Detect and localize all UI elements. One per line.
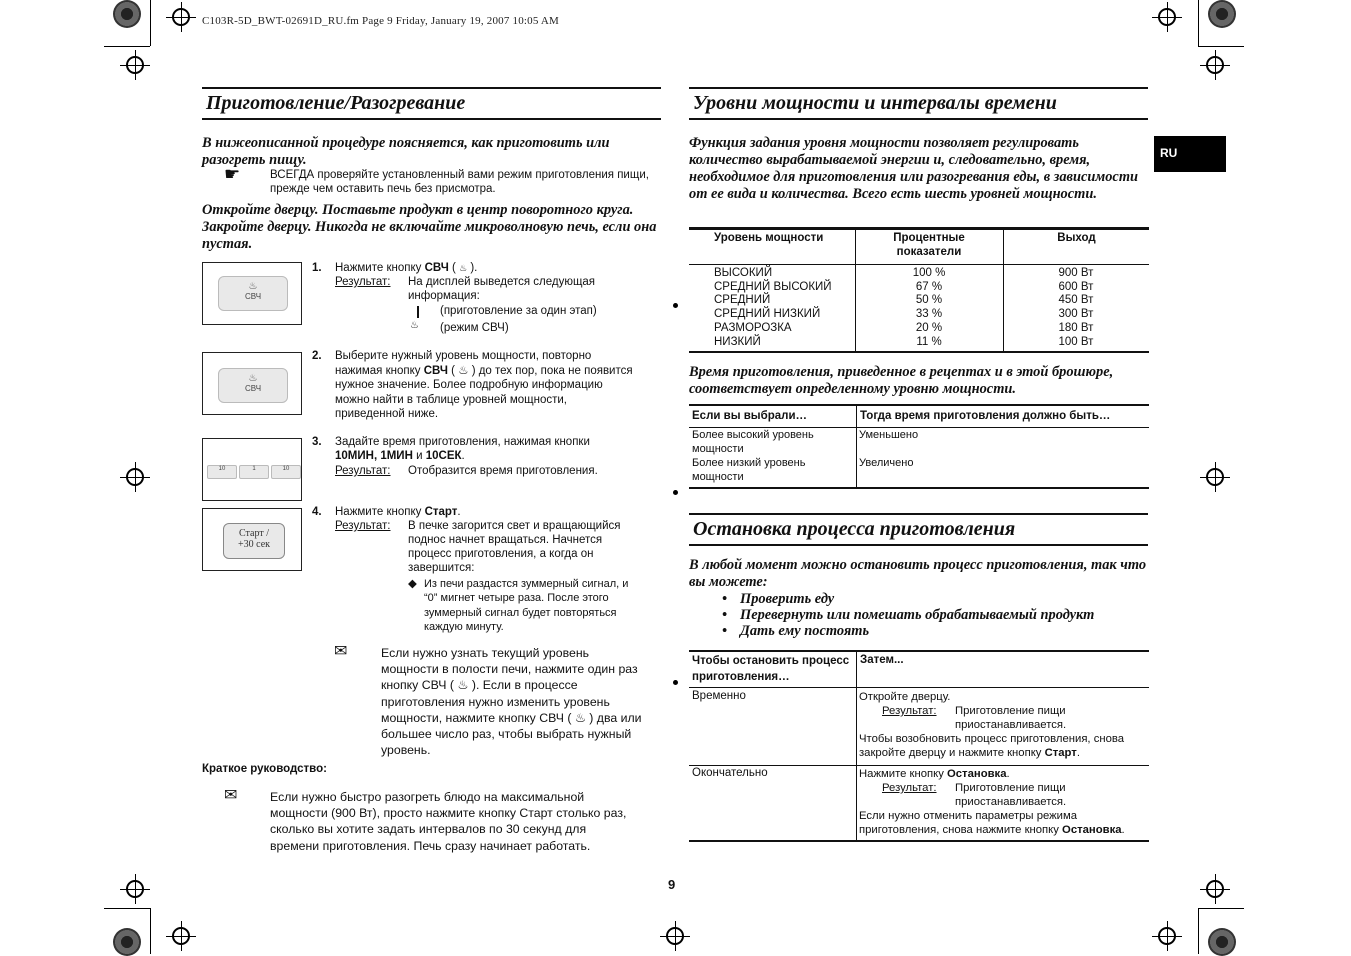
microwave-icon: ♨ (459, 263, 468, 273)
list-item: • Дать ему постоять (722, 623, 870, 639)
stop-bullets (722, 591, 1152, 639)
step3-result-label: Результат: (335, 465, 391, 477)
crop-mark-icon (1206, 468, 1224, 486)
intro-paragraph: В нижеописанной процедуре поясняется, как приготовить или разогреть пищу. (202, 135, 610, 168)
table-row: СРЕДНИЙ НИЗКИЙ 33 % 300 Вт (714, 308, 1094, 321)
power-table-header-level: Уровень мощности (714, 232, 824, 244)
key-1min-image: 1 (239, 465, 269, 479)
single-stage-icon (417, 306, 419, 318)
tip2-text: Если нужно быстро разогреть блюдо на максимальной мощности (900 Вт), просто нажмите кнопку Старт столько раз, сколько вы хотите задать интервалов по 30 секунд для времени приготовления. Печь сразу начинает работать. (270, 790, 627, 853)
stop-row-final-label: Окончательно (692, 767, 768, 779)
step4-result-label: Результат: (335, 520, 391, 532)
step1-sub1: (приготовление за один этап) (440, 305, 597, 317)
key-10min-image: 10 (207, 465, 237, 479)
section-title-cooking: Приготовление/Разогревание (202, 87, 661, 120)
step2-number: 2. (312, 350, 322, 362)
microwave-button-image: ♨ СВЧ (218, 368, 288, 403)
crop-mark-icon (126, 56, 144, 74)
time-intro: Время приготовления, приведенное в рецептах и в этой брошюре, соответствует определенному уровню мощности. (689, 364, 1114, 397)
step4-number: 4. (312, 506, 322, 518)
crop-mark-icon (172, 8, 190, 26)
step4-panel-image (202, 508, 302, 571)
crop-mark-icon (1206, 880, 1224, 898)
registration-disc-icon (113, 928, 141, 956)
stop-intro: В любой момент можно остановить процесс приготовления, так что вы можете: (689, 557, 1147, 590)
power-table-body (689, 267, 1149, 349)
quick-guide-title: Краткое руководство: (202, 763, 327, 775)
microwave-button-image: ♨ СВЧ (218, 276, 288, 311)
list-item: • Перевернуть или помешать обрабатываемый продукт (722, 607, 1095, 623)
crop-mark-icon (666, 927, 684, 945)
step3-result-text: Отобразится время приготовления. (408, 465, 598, 477)
registration-disc-icon (1208, 928, 1236, 956)
note-envelope-icon: ✉ (334, 643, 348, 660)
crop-mark-icon (1158, 8, 1176, 26)
fold-dot-icon (673, 490, 678, 495)
diamond-bullet-icon: ◆ (408, 578, 417, 590)
step4-sub-text: Из печи раздастся зуммерный сигнал, и “0” мигнет четыре раза. После этого зуммерный сигнал будет повторяться каждую минуту. (424, 578, 629, 633)
step1-sub2: (режим СВЧ) (440, 322, 509, 334)
step1-result-label: Результат: (335, 276, 391, 288)
list-item: • Проверить еду (722, 591, 835, 607)
stop-table-header-1: Чтобы остановить процесс приготовления… (692, 655, 850, 683)
time-table-header-2: Тогда время приготовления должно быть… (860, 410, 1111, 422)
table-row: СРЕДНИЙ 50 % 450 Вт (714, 294, 1094, 307)
stop-row-temporary-label: Временно (692, 690, 746, 702)
section-title-stop: Остановка процесса приготовления (689, 513, 1148, 546)
crop-mark-icon (126, 468, 144, 486)
step3-text: Задайте время приготовления, нажимая кнопки 10МИН, 1МИН и 10СЕК. (335, 436, 590, 462)
power-intro: Функция задания уровня мощности позволяет регулировать количество вырабатываемой энергии и, следовательно, время, необходимое для приготовления или разогревания еды, в зависимости от ее вида и количества. Всего есть шесть уровней мощности. (689, 135, 1139, 202)
note-text: ВСЕГДА проверяйте установленный вами режим приготовления пищи, прежде чем оставить печь без присмотра. (270, 169, 649, 195)
step3-panel-image (202, 438, 302, 501)
start-button-image: Старт / +30 сек (223, 523, 285, 559)
step2-text: Выберите нужный уровень мощности, повторно нажимая кнопку СВЧ ( ♨ ) до тех пор, пока не появится нужное значение. Более подробную информацию можно найти в таблице уровней мощности, приведенной ниже. (335, 350, 633, 421)
step1-result-text: На дисплей выведется следующая информация: (408, 276, 596, 302)
tip1-text: Если нужно узнать текущий уровень мощности в полости печи, нажмите один раз кнопку СВЧ ( ♨ ). Если в процессе приготовления нужно изменить уровень мощности, нажмите кнопку СВЧ ( ♨ ) два или большее число раз, чтобы выбрать нужный уровень. (381, 646, 642, 758)
power-table-header-output: Выход (1057, 232, 1096, 244)
power-table-header-percent: Процентные показатели (893, 232, 965, 258)
registration-disc-icon (113, 0, 141, 28)
key-10sec-image: 10 (271, 465, 301, 479)
time-table-header-1: Если вы выбрали… (692, 410, 808, 422)
page-number: 9 (668, 877, 676, 892)
crop-mark-icon (126, 880, 144, 898)
step2-panel-image (202, 352, 302, 415)
crop-mark-icon (1158, 927, 1176, 945)
step4-result-text: В печке загорится свет и вращающийся поднос начнет вращаться. Начнется процесс приготовления, а когда он завершится: (408, 520, 621, 574)
table-row: ВЫСОКИЙ 100 % 900 Вт (714, 267, 1094, 279)
language-tab: RU (1154, 136, 1226, 172)
registration-disc-icon (1208, 0, 1236, 28)
fold-dot-icon (673, 680, 678, 685)
note-envelope-icon: ✉ (224, 787, 238, 804)
crop-mark-icon (172, 927, 190, 945)
table-row: СРЕДНИЙ ВЫСОКИЙ 67 % 600 Вт (714, 280, 1094, 293)
hand-icon: ☛ (224, 164, 241, 184)
stop-row-final-content: Нажмите кнопку Остановка. Результат: Приготовление пищи приостанавливается. Если нужно отменить параметры режима приготовления, снова нажмите кнопку Остановка. (859, 768, 1125, 836)
file-header: C103R-5D_BWT-02691D_RU.fm Page 9 Friday, January 19, 2007 10:05 AM (202, 15, 560, 27)
step1-number: 1. (312, 262, 322, 274)
step4-text: Нажмите кнопку Старт. (335, 506, 461, 518)
microwave-mode-icon: ♨ (410, 320, 419, 331)
stop-row-temporary-content: Откройте дверцу. Результат: Приготовление пищи приостанавливается. Чтобы возобновить процесс приготовления, снова закройте дверцу и нажмите кнопку Старт. (859, 691, 1125, 759)
table-row: РАЗМОРОЗКА 20 % 180 Вт (714, 321, 1094, 334)
instructions-paragraph: Откройте дверцу. Поставьте продукт в центр поворотного круга. Закройте дверцу. Никогда не включайте микроволновую печь, если она пустая. (202, 202, 657, 252)
step1-text: Нажмите кнопку СВЧ ( ♨ ). (335, 262, 478, 274)
step3-number: 3. (312, 436, 322, 448)
table-row: НИЗКИЙ 11 % 100 Вт (714, 335, 1094, 348)
crop-mark-icon (1206, 56, 1224, 74)
fold-dot-icon (673, 303, 678, 308)
step1-panel-image (202, 262, 302, 325)
section-title-power-levels: Уровни мощности и интервалы времени (689, 87, 1148, 120)
stop-table-header-2: Затем... (860, 654, 904, 666)
table-row: Более высокий уровень мощности Уменьшено Более низкий уровень мощности Увеличено (692, 429, 919, 484)
